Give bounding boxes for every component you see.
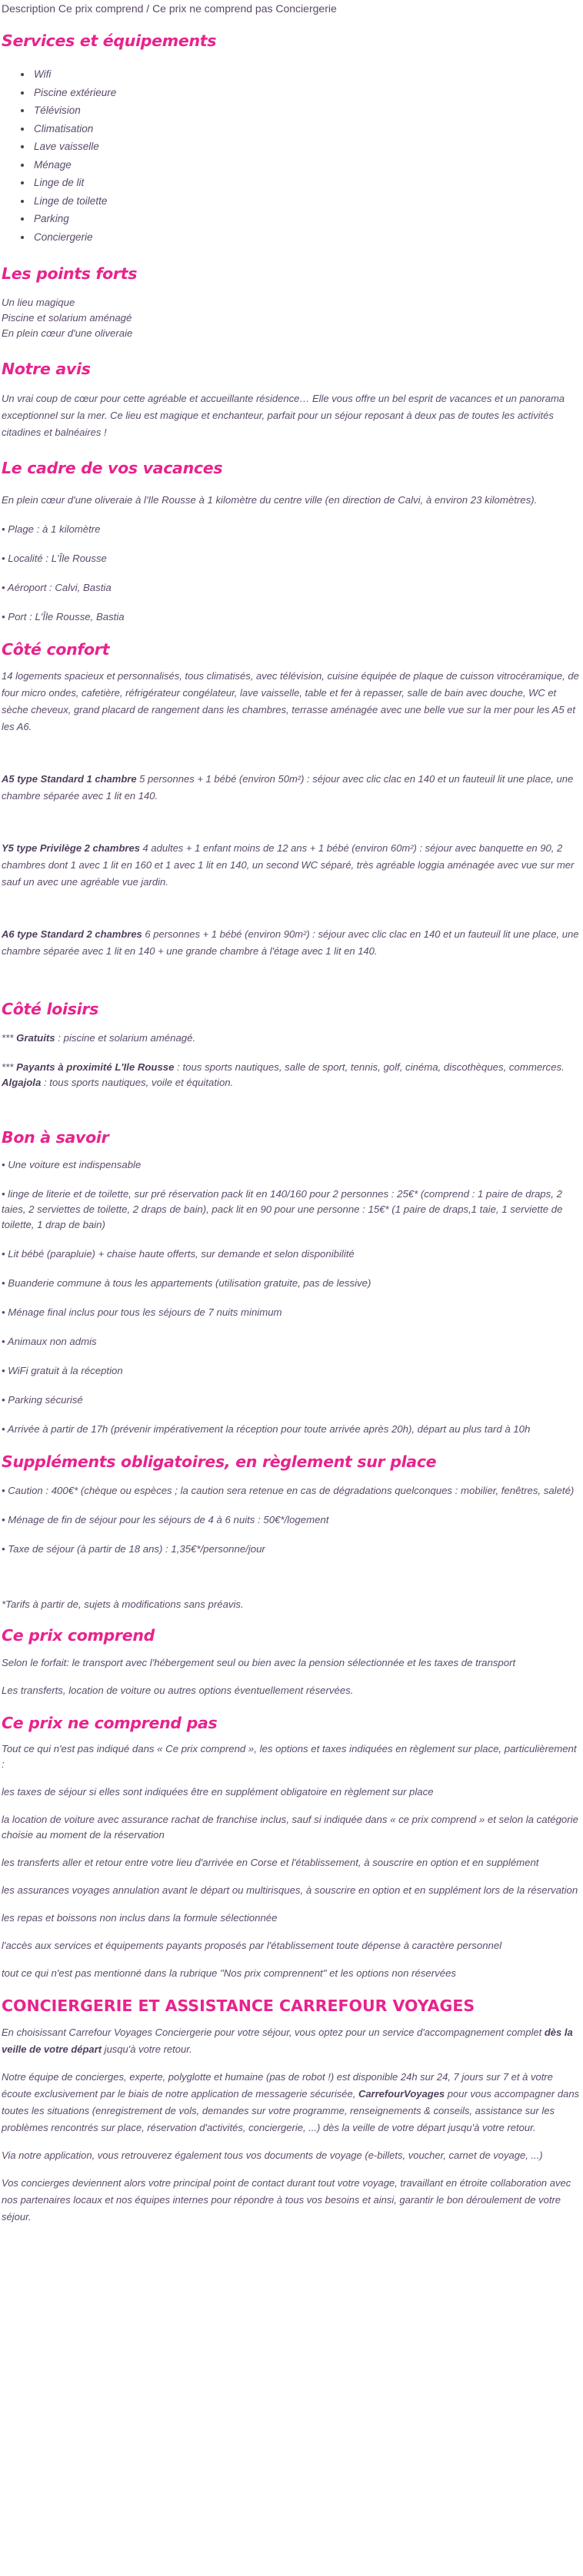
amenity-item: • Linge de toilette [32,192,581,211]
amenity-item: • Climatisation [32,120,581,138]
highlights-title: Les points forts [2,264,138,283]
good-to-know-item: • Animaux non admis [2,1336,97,1347]
opinion-section [2,358,581,441]
supplements-note: *Tarifs à partir de, sujets à modifications sans préavis. [2,1598,244,1610]
units-list [2,771,581,960]
setting-item: • Plage : à 1 kilomètre [2,523,101,535]
amenity-item: • Lave vaisselle [32,138,581,156]
amenity-item: • Parking [32,210,581,228]
good-to-know-item: • Une voiture est indispensable [2,1159,142,1170]
good-to-know-item: • Arrivée à partir de 17h (prévenir impérativement la réception pour toute arrivée après 20h), départ au plus tard à 10h [2,1423,531,1435]
price-excludes-item: les assurances voyages annulation avant le départ ou multirisques, à souscrire en option et en supplément lors de la réservation [2,1884,578,1896]
unit-name: A6 type Standard 2 chambres [2,928,142,940]
page-description: Description Ce prix comprend / Ce prix ne comprend pas Conciergerie [2,2,337,15]
price-excludes-item: la location de voiture avec assurance rachat de franchise inclus, sauf si indiquée dans « ce prix comprend » et selon la catégorie choisie au moment de la réservation [2,1814,578,1841]
supplements-list [2,1483,581,1557]
comfort-section [2,639,581,960]
opinion-text: Un vrai coup de cœur pour cette agréable et accueillante résidence… Elle vous offre un bel esprit de vacances et un panorama exceptionnel sur la mer. Ce lieu est magique et enchanteur, parfait pour un séjour reposant à deux pas de toutes les activités citadines et balnéaires ! [2,393,565,438]
good-to-know-item: • WiFi gratuit à la réception [2,1365,123,1376]
unit-description [2,926,581,960]
concierge-p2-text: Notre équipe de concierges, experte, polyglotte et humaine (pas de robot !) est disponible 24h sur 24, 7 jours sur 7 et à votre écoute exclusivement par le biais de notre application de messagerie sécurisée, [2,2071,553,2100]
price-excludes-item: tout ce qui n'est pas mentionné dans la rubrique "Nos prix comprennent" et les options non réservées [2,1967,457,1979]
price-excludes-item: les taxes de séjour si elles sont indiquées être en supplément obligatoire en règlement sur place [2,1786,434,1798]
concierge-title: CONCIERGERIE ET ASSISTANCE CARREFOUR VOYAGES [2,1997,475,2015]
unit-text: 4 adultes + 1 enfant moins de 12 ans + 1 bébé (environ 60m²) : séjour avec banquette en 90, 2 chambres dont 1 avec 1 lit en 160 et 1 avec 1 lit en 140, un second WC séparé, très agréable loggia aménagée avec vue sur mer sauf un avec une agréable vue jardin. [2,842,575,888]
leisure-paid-label: Payants à proximité L'Ile Rousse [16,1061,175,1073]
amenity-item: • Piscine extérieure [32,84,581,102]
leisure-free-prefix: *** [2,1032,17,1044]
concierge-section [2,1995,581,2226]
supplement-item: • Caution : 400€* (chèque ou espèces ; la caution sera retenue en cas de dégradations quelconques : mobilier, fenêtres, saleté) [2,1485,575,1496]
unit-text: 6 personnes + 1 bébé (environ 90m²) : séjour avec clic clac en 140 et un fauteuil lit une place, une chambre séparée avec 1 lit en 140 + une grande chambre à l'étage avec 1 lit en 140. [2,928,579,957]
good-to-know-item: • Buanderie commune à tous les appartements (utilisation gratuite, pas de lessive) [2,1277,371,1289]
concierge-p1-bold: dès la veille de votre départ [2,2027,573,2055]
supplement-item: • Taxe de séjour (à partir de 18 ans) : 1,35€*/personne/jour [2,1543,265,1555]
good-to-know-title: Bon à savoir [2,1128,109,1147]
setting-intro: En plein cœur d'une oliveraie à l'Ile Rousse à 1 kilomètre du centre ville (en direction de Calvi, à environ 23 kilomètres). [2,494,538,506]
good-to-know-item: • Ménage final inclus pour tous les séjours de 7 nuits minimum [2,1306,282,1318]
setting-item: • Port : L'Île Rousse, Bastia [2,611,125,622]
services-section [2,30,581,246]
price-excludes-item: les repas et boissons non inclus dans la formule sélectionnée [2,1912,278,1924]
amenity-item: • Télévision [32,101,581,120]
price-includes-line2: Les transferts, location de voiture ou autres options éventuellement réservées. [2,1685,354,1696]
highlight-item: En plein cœur d'une oliveraie [2,327,133,339]
page [0,2,583,2226]
services-title: Services et équipements [2,32,217,50]
leisure-paid-prefix: *** [2,1061,17,1073]
price-excludes-section [2,1712,581,1981]
highlights-list [2,295,581,341]
good-to-know-item: • Parking sécurisé [2,1394,83,1406]
comfort-title: Côté confort [2,640,110,659]
leisure-algajola-text: : tous sports nautiques, voile et équitation. [41,1077,234,1088]
setting-item: • Aéroport : Calvi, Bastia [2,582,112,593]
leisure-free-label: Gratuits [16,1032,55,1044]
supplements-title: Suppléments obligatoires, en règlement sur place [2,1452,437,1471]
good-to-know-item: • linge de literie et de toilette, sur pré réservation pack lit en 140/160 pour 2 personnes : 25€* (comprend : 1 paire de draps, 2 taies, 2 serviettes de toilette, 2 draps de bain), pack lit en 90 pour une personne : 15€* (1 paire de draps,1 taie, 1 serviette de toilette, 1 drap de bain) [2,1188,563,1230]
opinion-title: Notre avis [2,360,91,378]
leisure-algajola-label: Algajola [2,1077,42,1088]
price-excludes-item: les transferts aller et retour entre votre lieu d'arrivée en Corse et l'établissement, à souscrire en option et en supplément [2,1857,539,1868]
leisure-free [2,1031,581,1046]
leisure-section [2,998,581,1090]
concierge-p1 [2,2024,581,2058]
supplements-section [2,1451,581,1612]
setting-list [2,522,581,625]
leisure-paid-text: : tous sports nautiques, salle de sport, tennis, golf, cinéma, discothèques, commerces. [174,1061,565,1073]
price-excludes-item: l'accès aux services et équipements payants proposés par l'établissement toute dépense à caractère personnel [2,1940,502,1951]
good-to-know-list [2,1157,581,1437]
concierge-p2-end: pour vous accompagner dans toutes les situations (enregistrement de vols, demandes sur votre programme, renseignements & conseils, assistance sur les problèmes rencontrés sur place, réservation d'activités, conciergerie, ...) dès la veille de votre départ jusqu'à votre retour. [2,2088,580,2133]
price-excludes-list [2,1741,581,1981]
good-to-know-section [2,1127,581,1437]
setting-title: Le cadre de vos vacances [2,459,223,477]
concierge-p2 [2,2069,581,2136]
amenity-item: • Ménage [32,156,581,174]
amenity-item: • Linge de lit [32,174,581,192]
price-excludes-title: Ce prix ne comprend pas [2,1714,218,1732]
good-to-know-item: • Lit bébé (parapluie) + chaise haute offerts, sur demande et selon disponibilité [2,1248,355,1260]
unit-name: A5 type Standard 1 chambre [2,773,137,785]
concierge-p4: Vos concierges deviennent alors votre principal point de contact durant tout votre voyage, travaillant en étroite collaboration avec nos partenaires locaux et nos équipes internes pour répondre à tous vos besoins et ainsi, garantir le bon déroulement de votre séjour. [2,2177,571,2222]
concierge-p1-end: jusqu'à votre retour. [102,2043,192,2055]
leisure-paid [2,1060,581,1090]
price-includes-line1: Selon le forfait: le transport avec l'hébergement seul ou bien avec la pension sélectionnée et les taxes de transport [2,1657,516,1668]
highlight-item: Un lieu magique [2,297,75,308]
concierge-p1-text: En choisissant Carrefour Voyages Conciergerie pour votre séjour, vous optez pour un service d'accompagnement complet [2,2027,545,2038]
price-includes-section [2,1625,581,1698]
highlight-item: Piscine et solarium aménagé [2,312,132,324]
concierge-app-name: CarrefourVoyages [358,2088,445,2100]
amenity-item: • Wifi [32,65,581,84]
supplement-item: • Ménage de fin de séjour pour les séjours de 4 à 6 nuits : 50€*/logement [2,1514,329,1525]
concierge-p3: Via notre application, vous retrouverez également tous vos documents de voyage (e-billets, voucher, carnet de voyage, ...) [2,2149,543,2161]
setting-item: • Localité : L'Île Rousse [2,553,107,564]
unit-description [2,840,581,891]
highlights-section [2,263,581,341]
comfort-intro: 14 logements spacieux et personnalisés, tous climatisés, avec télévision, cuisine équipée de plaque de cuisson vitrocéramique, de four micro ondes, cafetière, réfrigérateur congélateur, lave vaisselle, table et fer à repasser, salle de bain avec douche, WC et sèche cheveux, grand placard de rangement dans les chambres, terrasse aménagée avec une belle vue sur la mer pour les A5 et les A6. [2,670,579,732]
amenities-list [2,65,581,246]
unit-name: Y5 type Privilège 2 chambres [2,842,140,854]
unit-text: 5 personnes + 1 bébé (environ 50m²) : séjour avec clic clac en 140 et un fauteuil lit une place, une chambre séparée avec 1 lit en 140. [2,773,574,802]
leisure-free-text: : piscine et solarium aménagé. [55,1032,196,1044]
amenity-item: • Conciergerie [32,228,581,247]
leisure-title: Côté loisirs [2,1000,99,1018]
unit-description [2,771,581,805]
setting-section [2,457,581,625]
price-excludes-item: Tout ce qui n'est pas indiqué dans « Ce prix comprend », les options et taxes indiquées en règlement sur place, particulièrement : [2,1743,577,1770]
price-includes-title: Ce prix comprend [2,1626,155,1645]
